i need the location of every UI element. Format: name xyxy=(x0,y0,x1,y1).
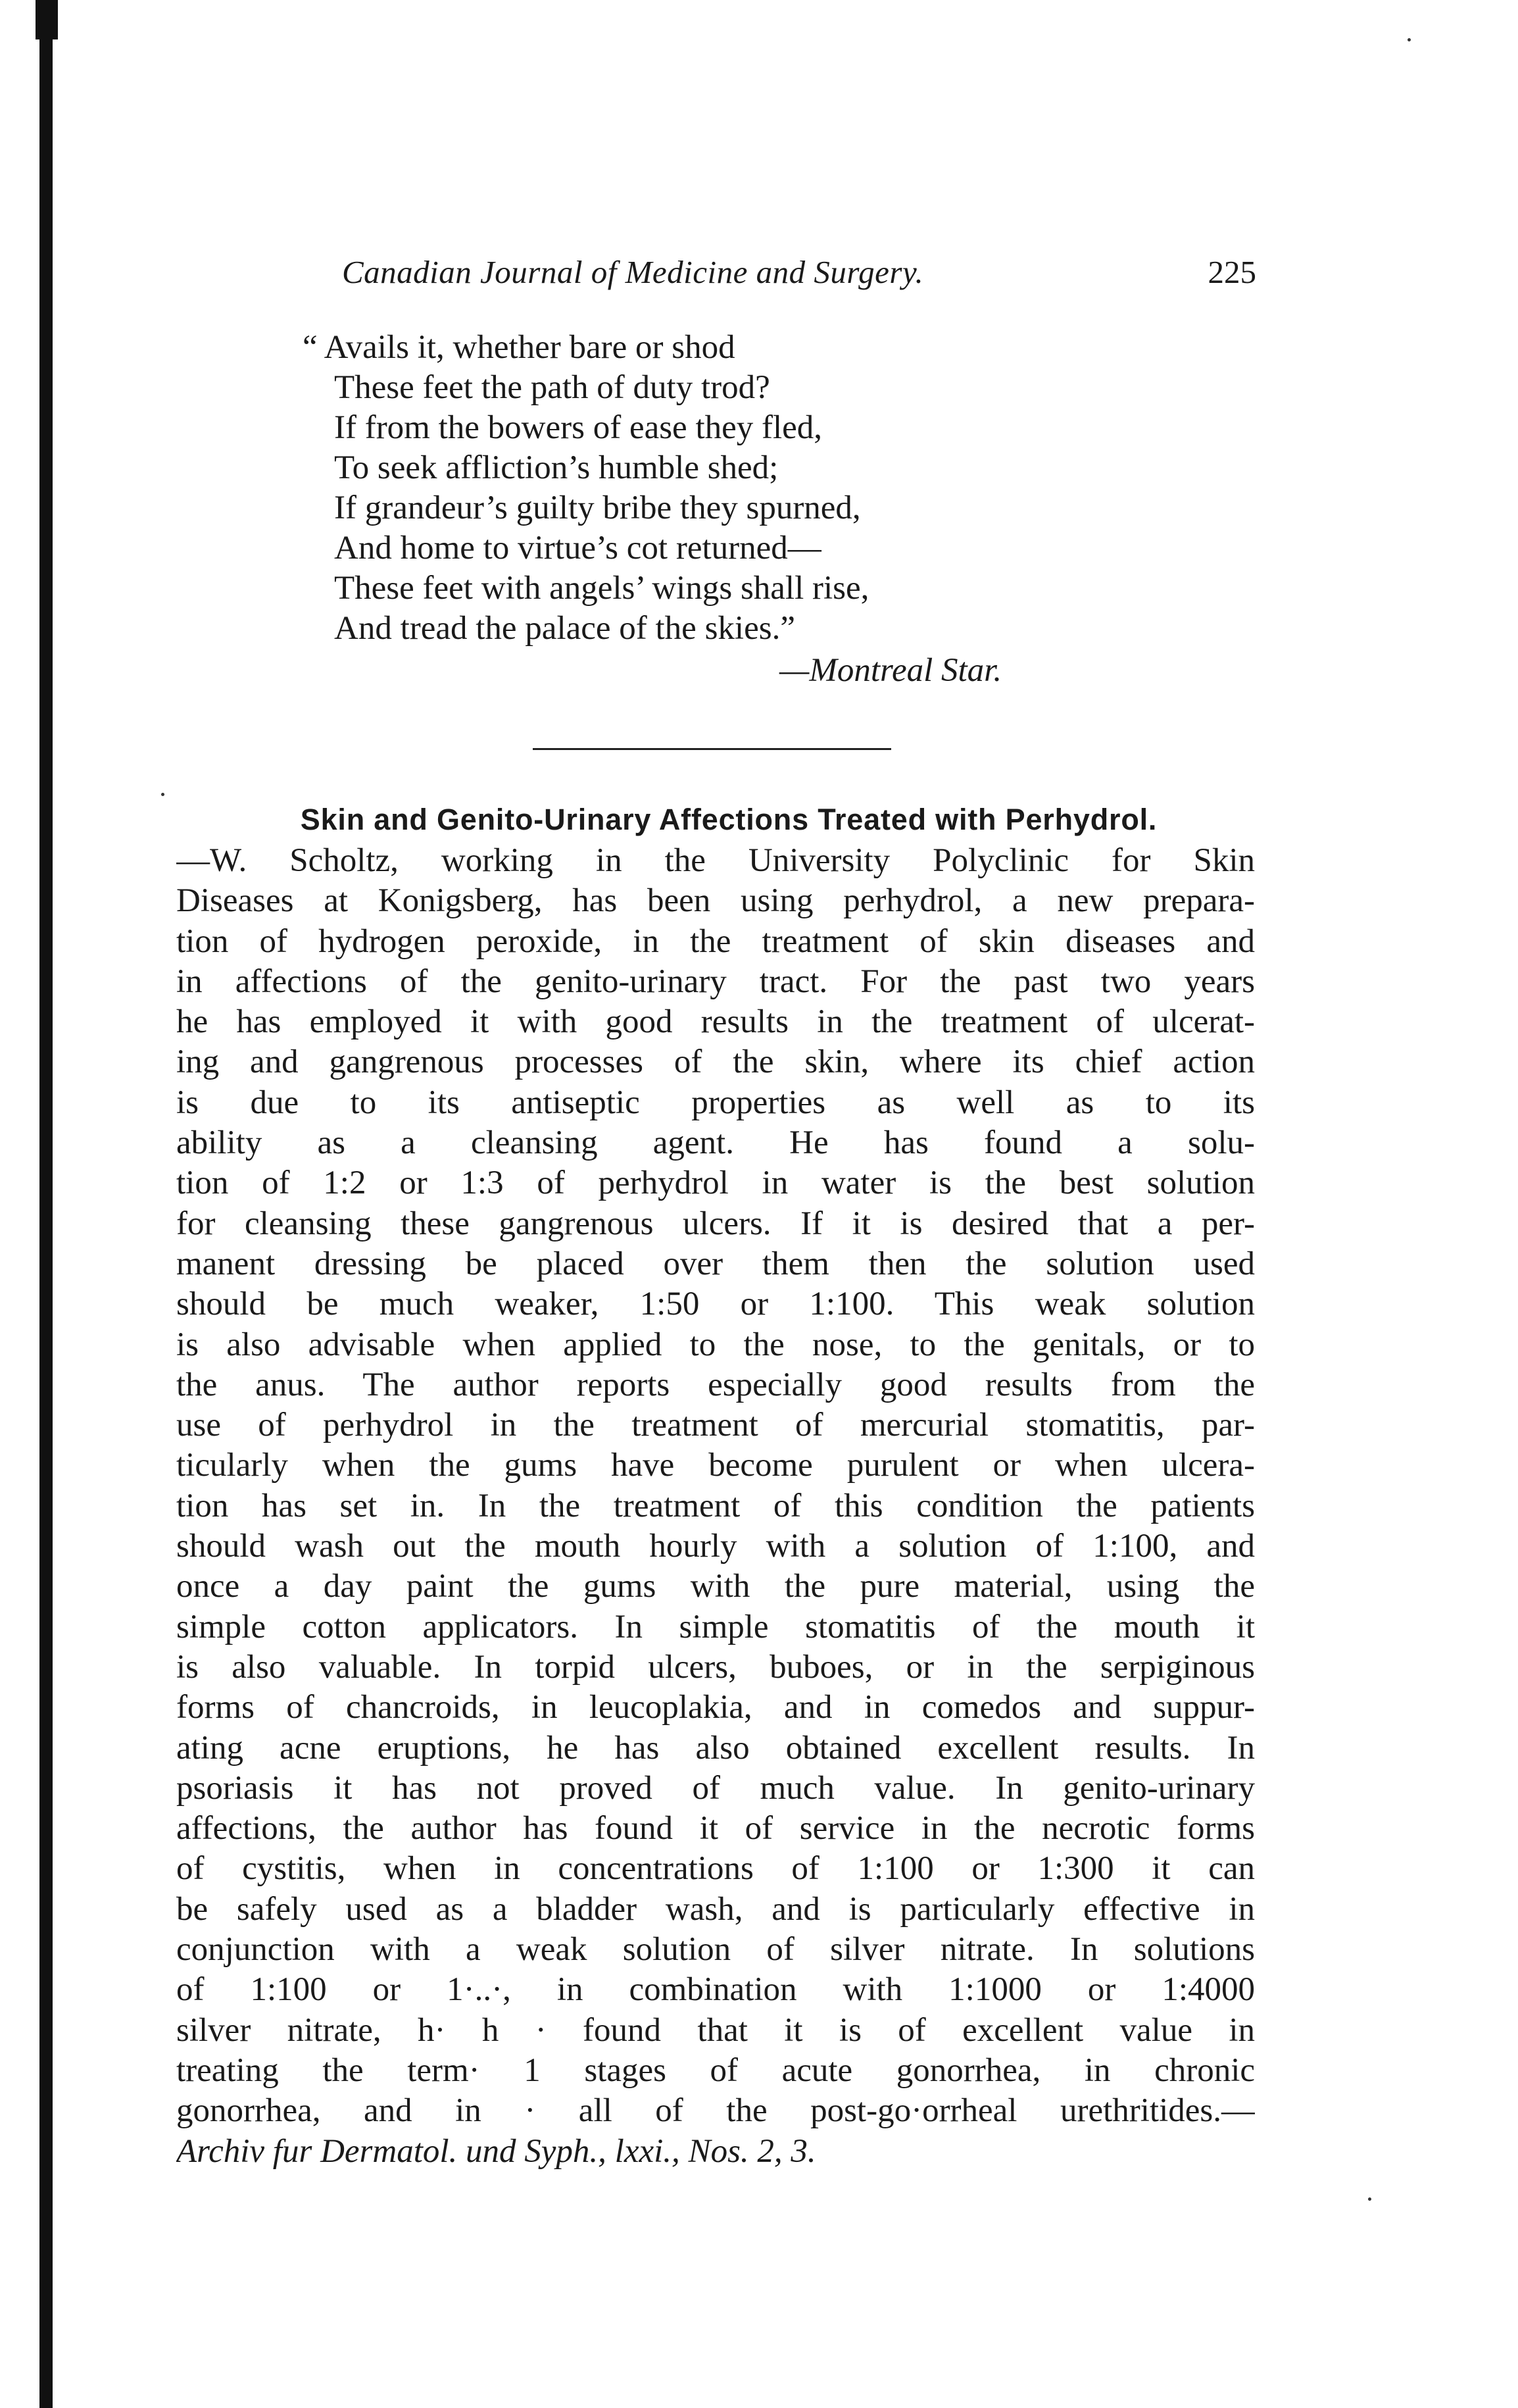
article-line: ticularly when the gums have become purulent or when ulcera- xyxy=(176,1447,1255,1484)
scan-speck xyxy=(1408,38,1411,41)
article-line: should wash out the mouth hourly with a solution of 1:100, and xyxy=(176,1528,1255,1565)
article-line: tion of hydrogen peroxide, in the treatment of skin diseases and xyxy=(176,922,1255,960)
article-line: ating acne eruptions, he has also obtained excellent results. In xyxy=(176,1729,1255,1767)
article-line: —W. Scholtz, working in the University Polyclinic for Skin xyxy=(176,842,1255,879)
poem-line: And tread the palace of the skies.” xyxy=(334,610,795,647)
running-head: Canadian Journal of Medicine and Surgery. xyxy=(342,254,924,290)
article-line: ability as a cleansing agent. He has found a solu- xyxy=(176,1124,1255,1162)
article xyxy=(176,799,1255,2172)
article-line: silver nitrate, h· h · found that it is of excellent value in xyxy=(176,2011,1255,2049)
article-line: manent dressing be placed over them then the solution used xyxy=(176,1245,1255,1282)
article-line: psoriasis it has not proved of much value. In genito-urinary xyxy=(176,1769,1255,1807)
poem-line: “ Avails it, whether bare or shod xyxy=(303,329,735,366)
poem-line: If grandeur’s guilty bribe they spurned, xyxy=(334,489,861,526)
section-divider xyxy=(533,748,891,750)
article-line: of cystitis, when in concentrations of 1:100 or 1:300 it can xyxy=(176,1850,1255,1888)
binding-edge xyxy=(39,0,53,2408)
article-line: once a day paint the gums with the pure material, using the xyxy=(176,1568,1255,1605)
article-line: for cleansing these gangrenous ulcers. If it is desired that a per- xyxy=(176,1205,1255,1242)
article-line: conjunction with a weak solution of silver nitrate. In solutions xyxy=(176,1931,1255,1969)
poem xyxy=(303,328,1092,649)
poem-line: If from the bowers of ease they fled, xyxy=(334,409,823,446)
page-header xyxy=(342,253,1256,299)
article-line: is also valuable. In torpid ulcers, buboes, or in the serpiginous xyxy=(176,1648,1255,1686)
article-line: the anus. The author reports especially good results from the xyxy=(176,1366,1255,1403)
article-citation: Archiv fur Dermatol. und Syph., lxxi., Nos. 2, 3. xyxy=(176,2132,816,2170)
scan-speck xyxy=(161,793,164,796)
article-line: affections, the author has found it of service in the necrotic forms xyxy=(176,1810,1255,1847)
article-line: be safely used as a bladder wash, and is particularly effective in xyxy=(176,1890,1255,1928)
article-line: forms of chancroids, in leucoplakia, and in comedos and suppur- xyxy=(176,1689,1255,1726)
article-line: is due to its antiseptic properties as well as to its xyxy=(176,1084,1255,1121)
page-number: 225 xyxy=(1208,254,1256,290)
article-line: gonorrhea, and in · all of the post-go·orrheal urethritides.— xyxy=(176,2092,1255,2130)
article-line: in affections of the genito-urinary tract. For the past two years xyxy=(176,963,1255,1000)
article-line: is also advisable when applied to the nose, to the genitals, or to xyxy=(176,1326,1255,1363)
poem-line: To seek affliction’s humble shed; xyxy=(334,449,779,486)
article-line: Diseases at Konigsberg, has been using perhydrol, a new prepara- xyxy=(176,882,1255,920)
poem-line: These feet the path of duty trod? xyxy=(334,369,770,406)
poem-attribution: —Montreal Star. xyxy=(779,652,1002,689)
article-body xyxy=(176,841,1255,2132)
article-line: treating the term· 1 stages of acute gonorrhea, in chronic xyxy=(176,2051,1255,2089)
article-line: should be much weaker, 1:50 or 1:100. This weak solution xyxy=(176,1286,1255,1323)
scan-speck xyxy=(1368,2197,1371,2201)
article-line: tion of 1:2 or 1:3 of perhydrol in water is the best solution xyxy=(176,1165,1255,1202)
poem-line: These feet with angels’ wings shall rise, xyxy=(334,570,869,607)
article-line: tion has set in. In the treatment of this condition the patients xyxy=(176,1487,1255,1524)
article-line: he has employed it with good results in the treatment of ulcerat- xyxy=(176,1003,1255,1041)
article-line: of 1:100 or 1·..·, in combination with 1:1000 or 1:4000 xyxy=(176,1971,1255,2009)
poem-line: And home to virtue’s cot returned— xyxy=(334,530,821,566)
article-title: Skin and Genito-Urinary Affections Treated with Perhydrol. xyxy=(300,803,1158,836)
article-line: simple cotton applicators. In simple stomatitis of the mouth it xyxy=(176,1608,1255,1645)
article-line: use of perhydrol in the treatment of mercurial stomatitis, par- xyxy=(176,1407,1255,1444)
article-line: ing and gangrenous processes of the skin, where its chief action xyxy=(176,1043,1255,1081)
